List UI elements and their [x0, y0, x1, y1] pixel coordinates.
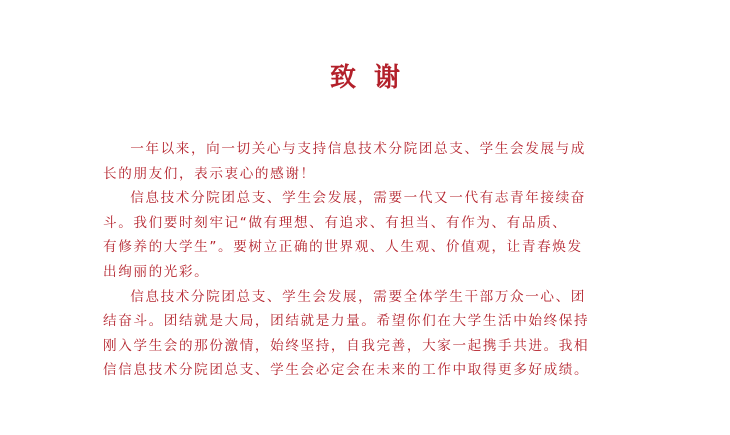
paragraph-line: 刚入学生会的那份激情，始终坚持，自我完善，大家一起携手共进。我相 — [103, 337, 590, 354]
paragraph-line: 信息技术分院团总支、学生会发展，需要一代又一代有志青年接续奋 — [130, 190, 586, 207]
paragraph-line: 斗。我们要时刻牢记“做有理想、有追求、有担当、有作为、有品质、 — [103, 214, 568, 231]
paragraph-line: 结奋斗。团结就是大局，团结就是力量。希望你们在大学生活中始终保持 — [103, 313, 590, 330]
paragraph-line: 一年以来，向一切关心与支持信息技术分院团总支、学生会发展与成 — [130, 141, 586, 157]
acknowledgement-body — [103, 137, 623, 383]
paragraph-line: 信信息技术分院团总支、学生会必定会在未来的工作中取得更多好成绩。 — [103, 362, 590, 379]
paragraph-line: 出绚丽的光彩。 — [103, 263, 210, 280]
paragraph-line: 信息技术分院团总支、学生会发展，需要全体学生干部万众一心、团 — [130, 288, 586, 305]
paragraph-1 — [103, 137, 623, 186]
paragraph-3 — [103, 285, 623, 383]
page-title: 致谢 — [329, 63, 418, 93]
paragraph-2 — [103, 186, 623, 284]
paragraph-line: 有修养的大学生”。要树立正确的世界观、人生观、价值观，让青春焕发 — [103, 239, 583, 256]
paragraph-line: 长的朋友们，表示衷心的感谢！ — [103, 165, 316, 182]
